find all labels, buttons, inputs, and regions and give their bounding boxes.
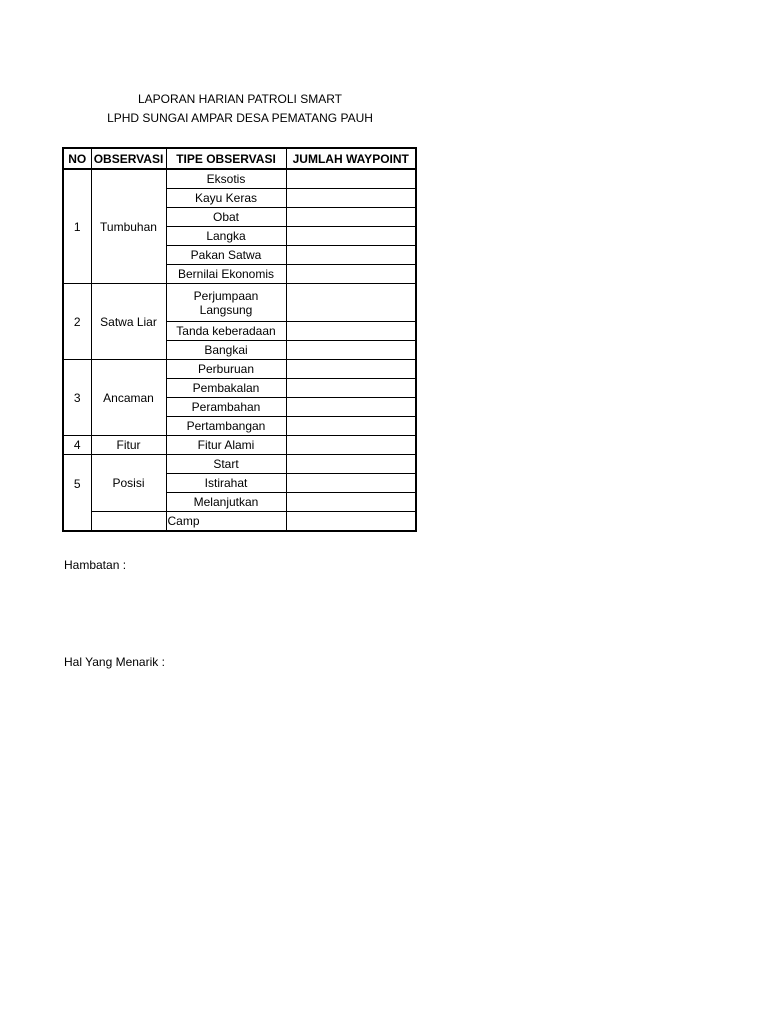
row-number-cell: 5 bbox=[63, 455, 91, 532]
observation-type-cell: Melanjutkan bbox=[166, 493, 286, 512]
observation-category-cell-empty bbox=[91, 512, 166, 532]
waypoint-count-cell bbox=[286, 436, 416, 455]
waypoint-count-cell bbox=[286, 474, 416, 493]
report-title: LAPORAN HARIAN PATROLI SMART bbox=[137, 92, 343, 106]
waypoint-count-cell bbox=[286, 455, 416, 474]
waypoint-count-cell bbox=[286, 284, 416, 322]
observation-category-cell: Ancaman bbox=[91, 360, 166, 436]
observation-table bbox=[62, 147, 417, 532]
column-header-jumlah-waypoint: JUMLAH WAYPOINT bbox=[286, 148, 416, 169]
table-row bbox=[63, 169, 416, 189]
row-number-cell: 4 bbox=[63, 436, 91, 455]
waypoint-count-cell bbox=[286, 398, 416, 417]
table-row bbox=[63, 360, 416, 379]
waypoint-count-cell bbox=[286, 189, 416, 208]
waypoint-count-cell bbox=[286, 265, 416, 284]
observation-type-cell: Eksotis bbox=[166, 169, 286, 189]
row-number-cell: 1 bbox=[63, 169, 91, 284]
observation-type-cell: Obat bbox=[166, 208, 286, 227]
observation-type-cell: Perburuan bbox=[166, 360, 286, 379]
table-row bbox=[63, 284, 416, 322]
column-header-tipe-observasi: TIPE OBSERVASI bbox=[166, 148, 286, 169]
observation-type-cell: Istirahat bbox=[166, 474, 286, 493]
observation-type-cell: Fitur Alami bbox=[166, 436, 286, 455]
observation-type-cell: Pembakalan bbox=[166, 379, 286, 398]
waypoint-count-cell bbox=[286, 227, 416, 246]
observation-type-cell: Tanda keberadaan bbox=[166, 322, 286, 341]
observation-category-cell: Satwa Liar bbox=[91, 284, 166, 360]
waypoint-count-cell bbox=[286, 341, 416, 360]
waypoint-count-cell bbox=[286, 360, 416, 379]
waypoint-count-cell bbox=[286, 417, 416, 436]
waypoint-count-cell bbox=[286, 379, 416, 398]
observation-type-cell: Bernilai Ekonomis bbox=[166, 265, 286, 284]
waypoint-count-cell bbox=[286, 208, 416, 227]
table-header-row bbox=[63, 148, 416, 169]
observation-type-cell: Perambahan bbox=[166, 398, 286, 417]
observation-category-cell: Tumbuhan bbox=[91, 169, 166, 284]
waypoint-count-cell bbox=[286, 512, 416, 532]
observation-type-cell: Langka bbox=[166, 227, 286, 246]
column-header-observasi: OBSERVASI bbox=[91, 148, 166, 169]
observation-category-cell: Posisi bbox=[91, 455, 166, 512]
waypoint-count-cell bbox=[286, 493, 416, 512]
observation-type-cell: Camp bbox=[166, 512, 286, 532]
observation-type-cell: Start bbox=[166, 455, 286, 474]
table-row bbox=[63, 436, 416, 455]
observation-type-cell: Pakan Satwa bbox=[166, 246, 286, 265]
waypoint-count-cell bbox=[286, 322, 416, 341]
row-number-cell: 2 bbox=[63, 284, 91, 360]
observation-type-text: Perjumpaan Langsung bbox=[193, 288, 259, 317]
row-number-cell: 3 bbox=[63, 360, 91, 436]
observation-type-cell bbox=[166, 284, 286, 322]
observation-type-cell: Pertambangan bbox=[166, 417, 286, 436]
waypoint-count-cell bbox=[286, 246, 416, 265]
observation-type-cell: Bangkai bbox=[166, 341, 286, 360]
observation-category-cell: Fitur bbox=[91, 436, 166, 455]
hal-menarik-label: Hal Yang Menarik : bbox=[64, 655, 165, 669]
report-subtitle: LPHD SUNGAI AMPAR DESA PEMATANG PAUH bbox=[107, 111, 373, 125]
waypoint-count-cell bbox=[286, 169, 416, 189]
table-row bbox=[63, 512, 416, 532]
table-row bbox=[63, 455, 416, 474]
observation-type-cell: Kayu Keras bbox=[166, 189, 286, 208]
column-header-no: NO bbox=[63, 148, 91, 169]
hambatan-label: Hambatan : bbox=[64, 558, 127, 572]
